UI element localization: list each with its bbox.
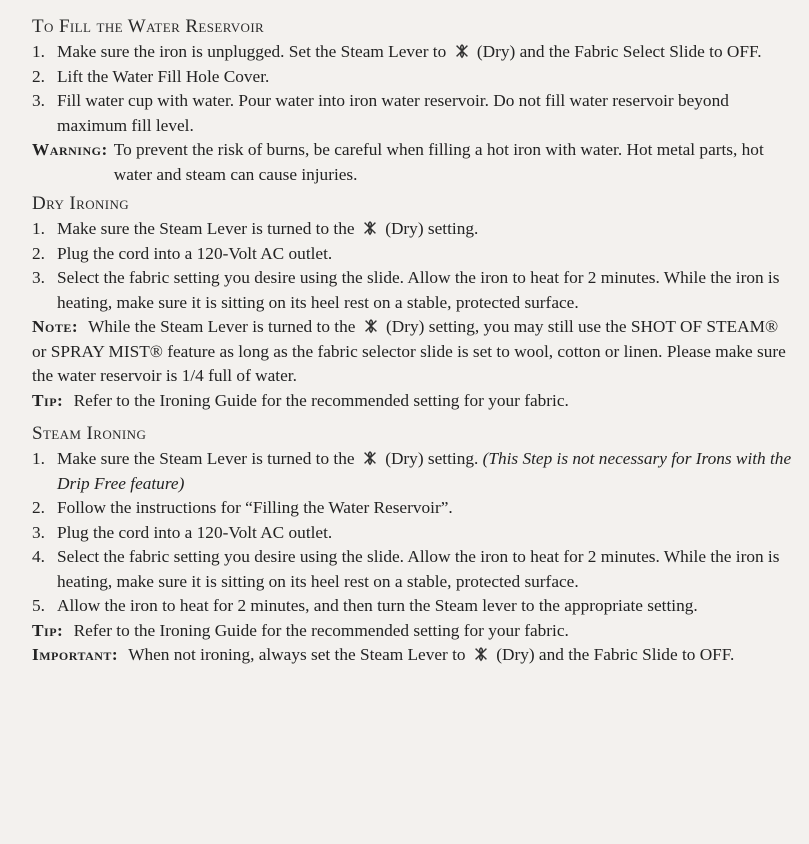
list-item: 1. Make sure the Steam Lever is turned to the (Dry) setting. (This Step is not necessary for Irons with the Drip Free feature) xyxy=(32,449,792,493)
tip-paragraph: Tip: Refer to the Ironing Guide for the recommended setting for your fabric. xyxy=(32,620,569,640)
important-paragraph: Important: When not ironing, always set the Steam Lever to (Dry) and the Fabric Slide to OFF. xyxy=(32,645,735,664)
list-item: 3. Plug the cord into a 120-Volt AC outlet. xyxy=(32,522,333,542)
list-item: 5. Allow the iron to heat for 2 minutes, and then turn the Steam lever to the appropriate setting. xyxy=(32,596,698,615)
important-label: Important: xyxy=(32,645,119,664)
steam-ironing-steps xyxy=(32,447,795,619)
drip-free-note: (This Step is not necessary for Irons with the Drip Free feature) xyxy=(57,449,792,493)
note-paragraph: Note: While the Steam Lever is turned to the (Dry) setting, you may still use the SHOT OF STEAM® or SPRAY MIST® feature as long as the fabric selector slide is set to wool, cotton or linen. Please make sure the water reservoir is 1/4 full of water. xyxy=(32,317,786,385)
section-title-fill-reservoir: To Fill the Water Reservoir xyxy=(32,16,265,37)
dry-icon xyxy=(361,449,379,467)
dry-icon xyxy=(361,219,379,237)
section-title-dry-ironing: Dry Ironing xyxy=(32,193,130,214)
warning-text: To prevent the risk of burns, be careful when filling a hot iron with water. Hot metal parts, hot water and steam can cause injuries. xyxy=(113,140,764,184)
list-item: 4. Select the fabric setting you desire using the slide. Allow the iron to heat for 2 minutes. While the iron is heating, make sure it is sitting on its heel rest on a stable, protected surface. xyxy=(32,547,780,591)
note-label: Note: xyxy=(32,317,79,336)
list-item: 1. Make sure the Steam Lever is turned to the (Dry) setting. xyxy=(32,219,479,238)
tip-label: Tip: xyxy=(32,620,64,640)
tip-label: Tip: xyxy=(32,390,64,410)
dry-ironing-steps xyxy=(32,217,795,315)
warning-label: Warning: xyxy=(32,140,108,159)
list-item: 1. Make sure the iron is unplugged. Set the Steam Lever to (Dry) and the Fabric Select Slide to OFF. xyxy=(32,42,762,61)
dry-icon xyxy=(362,317,380,335)
list-item: 2. Follow the instructions for “Filling the Water Reservoir”. xyxy=(32,498,453,517)
list-item: 2. Plug the cord into a 120-Volt AC outlet. xyxy=(32,243,333,263)
list-item: 2. Lift the Water Fill Hole Cover. xyxy=(32,66,270,86)
list-item: 3. Fill water cup with water. Pour water into iron water reservoir. Do not fill water reservoir beyond maximum fill level. xyxy=(32,91,729,135)
tip-paragraph: Tip: Refer to the Ironing Guide for the recommended setting for your fabric. xyxy=(32,390,569,410)
dry-icon xyxy=(453,42,471,60)
dry-icon xyxy=(472,645,490,663)
list-item: 3. Select the fabric setting you desire using the slide. Allow the iron to heat for 2 minutes. While the iron is heating, make sure it is sitting on its heel rest on a stable, protected surface. xyxy=(32,268,780,312)
warning-note xyxy=(32,138,795,187)
section-title-steam-ironing: Steam Ironing xyxy=(32,423,147,444)
fill-reservoir-steps xyxy=(32,40,795,138)
